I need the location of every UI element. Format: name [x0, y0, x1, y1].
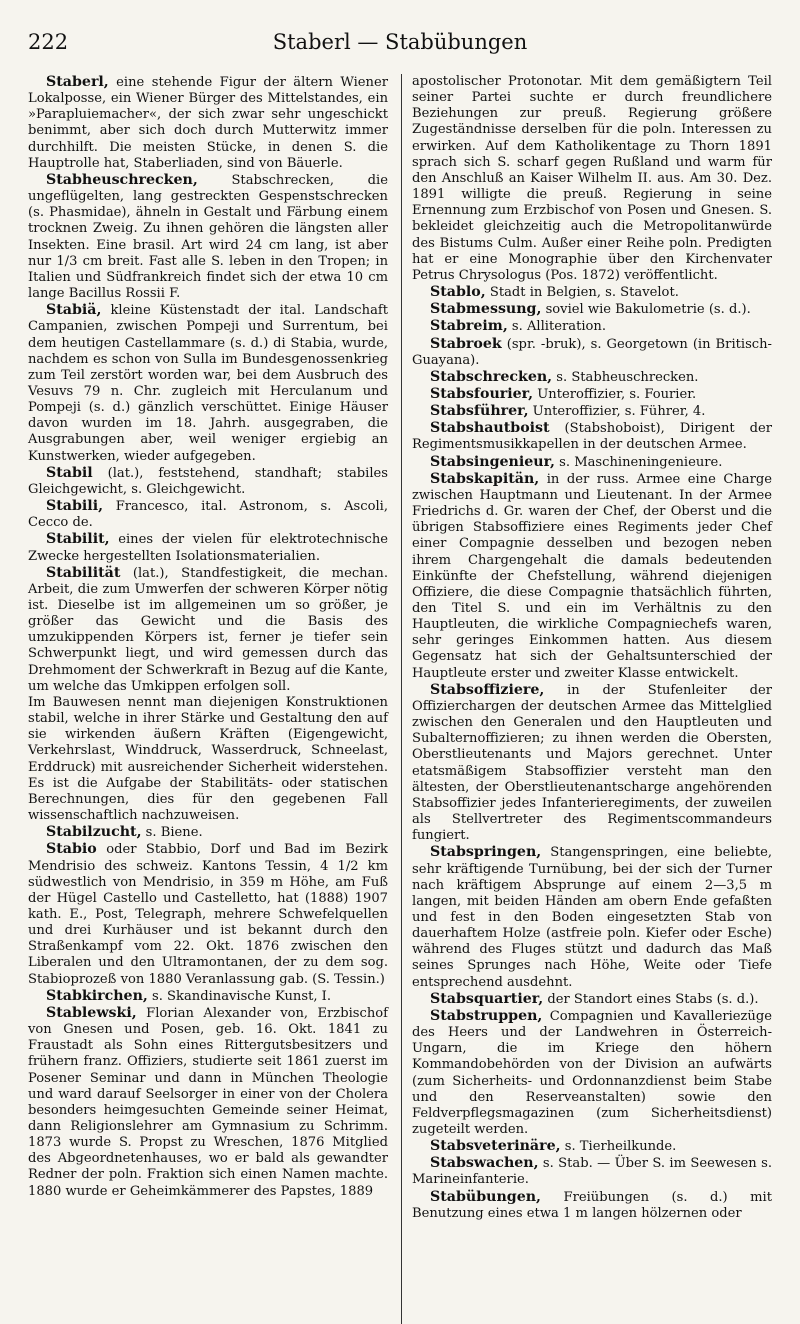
dictionary-entry: [28, 695, 388, 824]
entry-text: (lat.), feststehend, standhaft; stabiles Gleichgewicht, s. Gleichgewicht.: [28, 465, 388, 497]
entry-headword: Stabiä,: [46, 302, 102, 319]
dictionary-entry: [28, 302, 388, 465]
entry-text: Stadt in Belgien, s. Stavelot.: [485, 285, 679, 301]
page-number: 222: [28, 30, 69, 54]
dictionary-entry: [28, 1005, 388, 1200]
entry-text: soviel wie Bakulometrie (s. d.).: [541, 302, 751, 318]
entry-text: s. Biene.: [141, 825, 203, 841]
entry-headword: Stablo,: [430, 284, 486, 301]
dictionary-entry: [412, 1008, 772, 1138]
dictionary-entry: [412, 844, 772, 990]
entry-headword: Stabstruppen,: [430, 1007, 543, 1024]
right-column: [412, 74, 772, 1222]
entry-headword: Stabskapitän,: [430, 470, 540, 487]
entry-headword: Stabio: [46, 841, 97, 858]
entry-headword: Stabilzucht,: [46, 824, 142, 841]
entry-text: der Standort eines Stabs (s. d.).: [543, 991, 759, 1007]
dictionary-entry: [28, 172, 388, 302]
entry-text: in der russ. Armee eine Charge zwischen Hauptmann und Lieutenant. In der Armee Friedrichs d. Gr. waren der Chef, der Oberst und die übrigen Stabsoffiziere eines Regiments jeder Chef einer Compagnie desselben und bezogen neben ihrem Chargengehalt die damals bedeutenden Einkünfte der Chefstellung, während diejenigen Offiziere, die diese Compagnie thatsächlich führten, den Titel S. und ein im Verhältnis zu den Hauptleuten, die wirkliche Compagniechefs waren, sehr geringes Einkommen hatten. Aus diesem Gegensatz hat sich der Gehaltsunterschied der Hauptleute erster und zweiter Klasse entwickelt.: [412, 471, 772, 681]
entry-text: s. Alliteration.: [507, 319, 606, 335]
entry-headword: Stabmessung,: [430, 301, 542, 318]
dictionary-entry: [412, 74, 772, 284]
dictionary-entry: [412, 318, 772, 335]
entry-text: s. Tierheilkunde.: [560, 1139, 677, 1155]
text-columns: [28, 74, 772, 1222]
entry-text: Compagnien und Kavalleriezüge des Heers und der Landwehren in Österreich-Ungarn, die im Kriege den höhern Kommandobehörden von der Division an aufwärts (zum Sicherheits- und Ordonnanzdienst beim Stabe und den Reserveanstalten) sowie den Feldverpflegsmagazinen (zum Sicherheitsdienst) zugeteilt werden.: [412, 1008, 772, 1137]
entry-text: Stabschrecken, die ungeflügelten, lang gestreckten Gespenstschrecken (s. Phasmidae), ähneln in Gestalt und Färbung einem trocknen Zweig. Zu ihnen gehören die längsten aller Insekten. Eine brasil. Art wird 24 cm lang, ist aber nur 1/3 cm breit. Fast alle S. leben in den Tropen; in Italien und Südfrankreich findet sich der etwa 10 cm lange Bacillus Rossii F.: [28, 172, 388, 302]
dictionary-entry: [28, 824, 388, 841]
entry-text: kleine Küstenstadt der ital. Landschaft Campanien, zwischen Pompeji und Surrentum, bei dem heutigen Castellammare (s. d.) di Stabia, wurde, nachdem es schon von Sulla im Bundesgenossenkrieg zum Teil zerstört worden war, bei dem Ausbruch des Vesuvs 79 n. Chr. zugleich mit Herculanum und Pompeji (s. d.) gänzlich verschüttet. Einige Häuser davon wurden im 18. Jahrh. ausgegraben, die Ausgrabungen aber, weil weniger ergiebig an Kunstwerken, wieder aufgegeben.: [28, 303, 388, 464]
dictionary-entry: [412, 403, 772, 420]
dictionary-entry: [412, 301, 772, 318]
entry-headword: Stabsfourier,: [430, 385, 534, 402]
dictionary-entry: [412, 284, 772, 301]
entry-text: (Stabshoboist), Dirigent der Regimentsmusikkapellen in der deutschen Armee.: [412, 421, 772, 453]
dictionary-entry: [412, 1155, 772, 1188]
column-divider: [401, 74, 402, 1324]
entry-headword: Stabübungen,: [430, 1188, 541, 1205]
entry-headword: Stabswachen,: [430, 1155, 539, 1172]
running-title: Staberl — Stabübungen: [272, 30, 528, 54]
entry-headword: Stabroek: [430, 335, 502, 352]
entry-headword: Stabil: [46, 464, 93, 481]
entry-headword: Stabsveterinäre,: [430, 1138, 561, 1155]
entry-text: in der Stufenleiter der Offizierchargen der deutschen Armee das Mittelglied zwischen den Generalen und den Hauptleuten und Subalternoffizieren; zu ihnen werden die Obersten, Oberstlieutenants und Majors gerechnet. Unter etatsmäßigem Stabsoffizier versteht man den ältesten, der Oberstlieutenantscharge angehörenden Stabsoffizier jedes Infanterieregiments, der zuweilen als Stellvertreter des Regimentscommandeurs fungiert.: [412, 682, 772, 844]
entry-text: apostolischer Protonotar. Mit dem gemäßigtern Teil seiner Partei suchte er durch freundlichere Beziehungen zur preuß. Regierung größere Zugeständnisse derselben für die poln. Interessen zu erwirken. Auf dem Katholikentage zu Thorn 1891 sprach sich S. scharf gegen Rußland und warm für den Anschluß an Kaiser Wilhelm II. aus. Am 30. Dez. 1891 willigte die preuß. Regierung in seine Ernennung zum Erzbischof von Posen und Gnesen. S. bekleidet gleichzeitig auch die Metropolitanwürde des Bistums Culm. Außer einer Reihe poln. Predigten hat er eine Monographie über den Kirchenvater Petrus Chrysologus (Pos. 1872) veröffentlicht.: [412, 74, 772, 283]
entry-headword: Stabili,: [46, 498, 104, 515]
dictionary-entry: [412, 386, 772, 403]
entry-headword: Stabsquartier,: [430, 990, 544, 1007]
entry-text: Unteroffizier, s. Fourier.: [533, 386, 697, 402]
entry-text: Im Bauwesen nennt man diejenigen Konstruktionen stabil, welche in ihrer Stärke und Gestaltung den auf sie wirkenden äußern Kräften (Eigengewicht, Verkehrslast, Winddruck, Wasserdruck, Schneelast, Erddruck) mit ausreichender Sicherheit widerstehen. Es ist die Aufgabe der Stabilitäts- oder statischen Berechnungen, dies für den gegebenen Fall wissenschaftlich nachzuweisen.: [28, 694, 388, 824]
entry-headword: Stabschrecken,: [430, 368, 553, 385]
dictionary-entry: [412, 454, 772, 471]
dictionary-entry: [412, 991, 772, 1008]
dictionary-entry: [28, 465, 388, 498]
dictionary-entry: [28, 565, 388, 695]
dictionary-entry: [412, 369, 772, 386]
entry-text: Francesco, ital. Astronom, s. Ascoli, Cecco de.: [28, 499, 388, 531]
entry-headword: Staberl,: [46, 74, 109, 90]
dictionary-entry: [28, 498, 388, 531]
entry-headword: Stabsingenieur,: [430, 453, 555, 470]
dictionary-entry: [28, 531, 388, 564]
dictionary-entry: [412, 420, 772, 453]
entry-headword: Stablewski,: [46, 1004, 137, 1021]
dictionary-entry: [412, 682, 772, 845]
dictionary-entry: [28, 74, 388, 172]
dictionary-entry: [28, 841, 388, 987]
dictionary-entry: [412, 1138, 772, 1155]
entry-text: Freiübungen (s. d.) mit Benutzung eines etwa 1 m langen hölzernen oder: [412, 1189, 772, 1221]
dictionary-entry: [412, 336, 772, 369]
entry-text: eines der vielen für elektrotechnische Zwecke hergestellten Isolationsmaterialien.: [28, 532, 388, 564]
entry-headword: Stabkirchen,: [46, 987, 148, 1004]
entry-text: eine stehende Figur der ältern Wiener Lokalposse, ein Wiener Bürger des Mittelstandes, ein »Parapluiemacher«, der sich zwar sehr ungeschickt benimmt, aber sich doch durch Mutterwitz immer durchhilft. Die meisten Stücke, in denen S. die Hauptrolle hat, Staberliaden, sind von Bäuerle.: [28, 75, 388, 171]
entry-text: s. Maschineningenieure.: [554, 454, 723, 470]
entry-text: (lat.), Standfestigkeit, die mechan. Arbeit, die zum Umwerfen der schweren Körper nötig ist. Dieselbe ist im allgemeinen um so größer, je größer das Gewicht und die Basis des umzukippenden Körpers ist, ferner je tiefer sein Schwerpunkt liegt, und wird gemessen durch das Drehmoment der Schwerkraft in Bezug auf die Kante, um welche das Umkippen erfolgen soll.: [28, 565, 388, 694]
entry-headword: Stabsführer,: [430, 403, 529, 420]
entry-text: Stangenspringen, eine beliebte, sehr kräftigende Turnübung, bei der sich der Turner nach kräftigem Absprunge auf einem 2—3,5 m langen, mit beiden Händen am obern Ende gefaßten und fest in den Boden eingesetzten Stab von dauerhaftem Holze (astfreie poln. Kiefer oder Esche) während des Fluges stützt und dadurch das Maß seines Sprunges nach Höhe, Weite oder Tiefe entsprechend ausdehnt.: [412, 845, 772, 990]
entry-headword: Stabspringen,: [430, 844, 542, 861]
entry-headword: Stabilit,: [46, 531, 110, 548]
entry-text: s. Stabheuschrecken.: [552, 369, 699, 385]
entry-headword: Stabshautboist: [430, 420, 550, 437]
entry-text: s. Skandinavische Kunst, I.: [147, 988, 331, 1004]
dictionary-entry: [28, 988, 388, 1005]
entry-text: oder Stabbio, Dorf und Bad im Bezirk Mendrisio des schweiz. Kantons Tessin, 4 1/2 km südwestlich von Mendrisio, in 359 m Höhe, am Fuß der Hügel Castello und Castelletto, hat (1888) 1907 kath. E., Post, Telegraph, mehrere Schwefelquellen und drei Kurhäuser und ist bekannt durch den Straßenkampf vom 22. Okt. 1876 zwischen den Liberalen und den Ultramontanen, der zu dem sog. Stabioprozeß von 1880 Veranlassung gab. (S. Tessin.): [28, 842, 388, 987]
entry-headword: Stabilität: [46, 564, 121, 581]
entry-text: s. Stab. — Über S. im Seewesen s. Marineinfanterie.: [412, 1156, 772, 1188]
dictionary-entry: [412, 1189, 772, 1222]
entry-headword: Stabreim,: [430, 318, 508, 335]
page-header: [28, 30, 772, 68]
dictionary-entry: [412, 471, 772, 682]
entry-headword: Stabheuschrecken,: [46, 171, 198, 188]
entry-text: Unteroffizier, s. Führer, 4.: [528, 404, 706, 420]
entry-text: Florian Alexander von, Erzbischof von Gnesen und Posen, geb. 16. Okt. 1841 zu Fraustadt als Sohn eines Rittergutsbesitzers und frühern franz. Offiziers, studierte seit 1861 zuerst im Posener Seminar und dann in München Theologie und ward darauf Seelsorger in einer von der Cholera besonders heimgesuchten Gemeinde seiner Heimat, dann Religionslehrer am Gymnasium zu Schrimm. 1873 wurde S. Propst zu Wreschen, 1876 Mitglied des Abgeordnetenhauses, wo er bald als gewandter Redner der poln. Fraktion sich einen Namen machte. 1880 wurde er Geheimkämmerer des Papstes, 1889: [28, 1005, 388, 1199]
entry-headword: Stabsoffiziere,: [430, 681, 545, 698]
entry-text: (spr. -bruk), s. Georgetown (in Britisch-Guayana).: [412, 336, 772, 368]
left-column: [28, 74, 388, 1222]
